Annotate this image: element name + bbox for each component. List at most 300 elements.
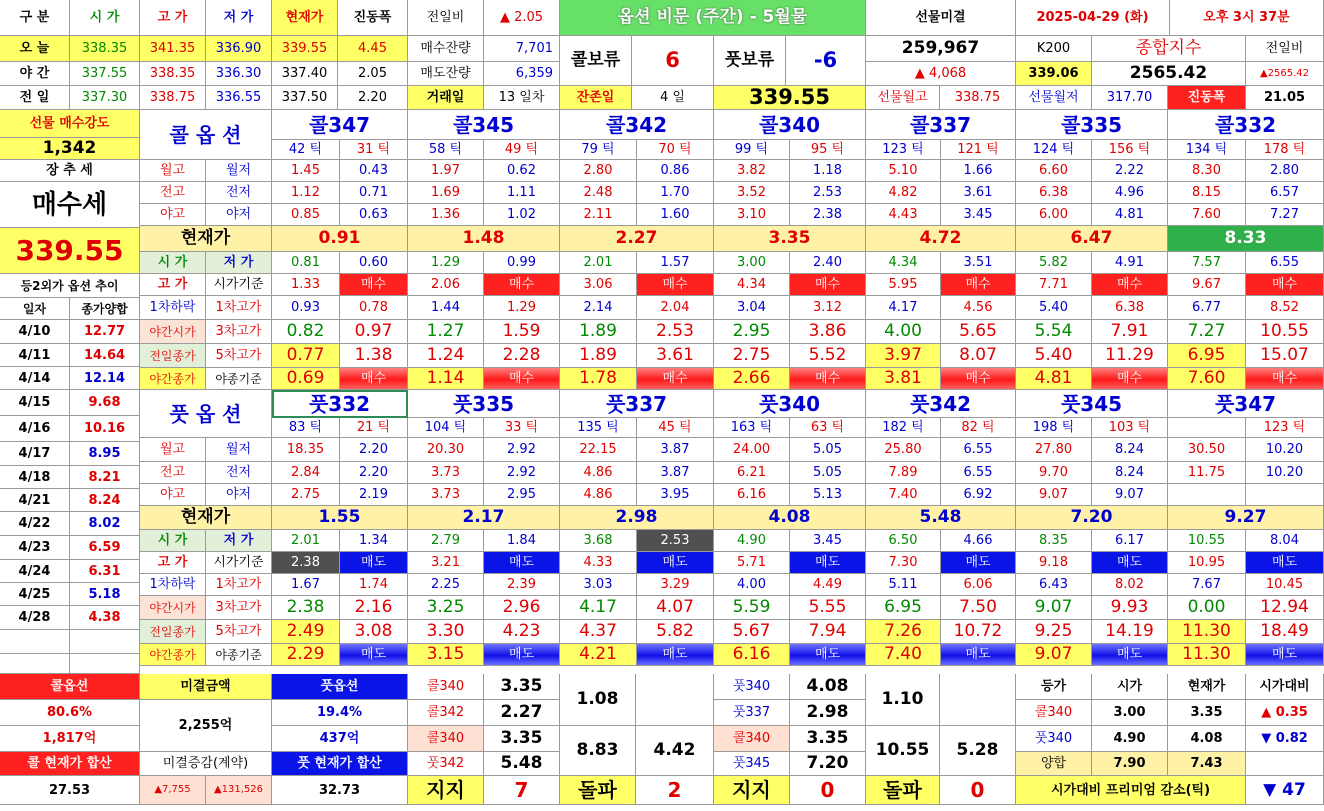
fut-row-cur: 339.55 <box>272 36 338 62</box>
hist-date: 4/10 <box>0 320 70 344</box>
oi-amt: 2,255억 <box>140 700 272 752</box>
pairB-value: 2.98 <box>790 700 866 726</box>
hist-empty <box>0 630 70 654</box>
puts-label-drop1: 1차하락 <box>140 574 206 596</box>
puts-low: 2.53 <box>637 530 714 552</box>
calls-r4a: 0.69 <box>272 368 340 390</box>
puts-open: 2.01 <box>272 530 340 552</box>
puts-r2a: 5.59 <box>714 596 790 620</box>
support-2-value: 0 <box>790 776 866 805</box>
puts-r2b: 5.55 <box>790 596 866 620</box>
calls-low: 4.91 <box>1092 252 1168 274</box>
ask-value: 6,359 <box>484 62 560 86</box>
puts-r3b: 5.82 <box>637 620 714 644</box>
oi-label: 선물미결 <box>866 0 1016 36</box>
hist-date: 4/23 <box>0 536 70 560</box>
put-bur-value: -6 <box>786 36 866 86</box>
kospi-value: 2565.42 <box>1092 62 1246 86</box>
puts-label-high: 고 가 <box>140 552 206 574</box>
calls-mh: 6.60 <box>1016 160 1092 182</box>
calls-mh: 5.10 <box>866 160 941 182</box>
month-high-value: 338.75 <box>940 86 1016 110</box>
ask-label: 매도잔량 <box>408 62 484 86</box>
calls-label-basis: 시가기준 <box>206 274 272 296</box>
oi-amt-label: 미결금액 <box>140 674 272 700</box>
pairA-name: 콜342 <box>408 700 484 726</box>
puts-r1a: 3.03 <box>560 574 637 596</box>
pairA-name: 콜340 <box>408 726 484 752</box>
board-title: 옵션 비문 (주간) - 5월물 <box>560 0 866 36</box>
puts-r4a: 2.29 <box>272 644 340 666</box>
puts-high: 4.33 <box>560 552 637 574</box>
calls-col-name: 콜342 <box>560 110 714 140</box>
puts-label-ph: 전고 <box>140 462 206 484</box>
calls-label-cur: 현재가 <box>140 226 272 252</box>
pairA-half: 4.42 <box>636 726 714 776</box>
hist-date: 4/14 <box>0 367 70 390</box>
calls-col-name: 콜347 <box>272 110 408 140</box>
calls-tick1: 99 틱 <box>714 140 790 160</box>
calls-pl: 6.57 <box>1246 182 1324 204</box>
puts-label-nopen: 야간시가 <box>140 596 206 620</box>
calls-r4a: 2.66 <box>714 368 790 390</box>
hist-value: 6.59 <box>70 536 140 560</box>
calls-cur: 1.48 <box>408 226 560 252</box>
puts-label-high1: 1차고가 <box>206 574 272 596</box>
puts-tick2: 21 틱 <box>340 418 408 438</box>
calls-label-high5: 5차고가 <box>206 344 272 368</box>
calls-r3b: 15.07 <box>1246 344 1324 368</box>
puts-tick2: 82 틱 <box>941 418 1016 438</box>
hist-value: 8.24 <box>70 489 140 512</box>
puts-nl: 9.07 <box>1092 484 1168 506</box>
calls-label-ml: 월저 <box>206 160 272 182</box>
calls-r3a: 1.89 <box>560 344 637 368</box>
right-cur: 4.08 <box>1168 726 1246 752</box>
oi-chg-label: 미결증감(계약) <box>140 752 272 776</box>
fut-row-high: 341.35 <box>140 36 206 62</box>
breakout-1-label: 돌파 <box>560 776 636 805</box>
calls-high: 7.71 <box>1016 274 1092 296</box>
bid-value: 7,701 <box>484 36 560 62</box>
calls-r2a: 0.82 <box>272 320 340 344</box>
calls-r4b-signal: 매수 <box>637 368 714 390</box>
calls-ml: 1.66 <box>941 160 1016 182</box>
calls-nh: 3.10 <box>714 204 790 226</box>
puts-mh: 20.30 <box>408 438 484 462</box>
calls-label-nbasis: 야종기준 <box>206 368 272 390</box>
hist-date: 4/21 <box>0 489 70 512</box>
puts-signal: 매도 <box>790 552 866 574</box>
puts-mh: 22.15 <box>560 438 637 462</box>
calls-nl: 7.27 <box>1246 204 1324 226</box>
fut-row-range: 2.20 <box>338 86 408 110</box>
right-name: 풋340 <box>1016 726 1092 752</box>
puts-pl: 2.20 <box>340 462 408 484</box>
hist-value: 12.14 <box>70 367 140 390</box>
fut-row-cur: 337.50 <box>272 86 338 110</box>
puts-tick2: 33 틱 <box>484 418 560 438</box>
hist-date: 4/17 <box>0 442 70 466</box>
calls-mh: 3.82 <box>714 160 790 182</box>
puts-label-ml: 월저 <box>206 438 272 462</box>
puts-r1a: 2.25 <box>408 574 484 596</box>
puts-pl: 8.24 <box>1092 462 1168 484</box>
calls-pl: 2.53 <box>790 182 866 204</box>
puts-ph: 9.70 <box>1016 462 1092 484</box>
calls-r4b-signal: 매수 <box>941 368 1016 390</box>
calls-low: 6.55 <box>1246 252 1324 274</box>
calls-open: 7.57 <box>1168 252 1246 274</box>
big-price: 339.55 <box>714 86 866 110</box>
calls-r4a: 1.78 <box>560 368 637 390</box>
hist-value: 8.21 <box>70 466 140 489</box>
calls-cur: 8.33 <box>1168 226 1324 252</box>
strength-value: 1,342 <box>0 138 140 160</box>
calls-pl: 1.70 <box>637 182 714 204</box>
calls-col-name: 콜345 <box>408 110 560 140</box>
put-pct: 19.4% <box>272 700 408 726</box>
pairA-sum: 8.83 <box>560 726 636 776</box>
puts-label-cur: 현재가 <box>140 506 272 530</box>
puts-r2b: 4.07 <box>637 596 714 620</box>
pairA-name: 풋342 <box>408 752 484 776</box>
calls-label-open: 시 가 <box>140 252 206 274</box>
puts-r2a: 2.38 <box>272 596 340 620</box>
pairA-name: 콜340 <box>408 674 484 700</box>
puts-r4b-signal: 매도 <box>484 644 560 666</box>
puts-r3b: 14.19 <box>1092 620 1168 644</box>
hist-value: 6.31 <box>70 560 140 583</box>
calls-r4b-signal: 매수 <box>484 368 560 390</box>
calls-open: 1.29 <box>408 252 484 274</box>
hist-value: 12.77 <box>70 320 140 344</box>
calls-high: 3.06 <box>560 274 637 296</box>
calls-open: 4.34 <box>866 252 941 274</box>
trend-label: 장 추 세 <box>0 160 140 182</box>
calls-high: 5.95 <box>866 274 941 296</box>
puts-open: 3.68 <box>560 530 637 552</box>
calls-r2a: 4.00 <box>866 320 941 344</box>
puts-signal: 매도 <box>1246 552 1324 574</box>
pairA-empty <box>636 674 714 726</box>
calls-nl: 1.02 <box>484 204 560 226</box>
puts-nh <box>1168 484 1246 506</box>
calls-r2b: 7.91 <box>1092 320 1168 344</box>
right-cur: 7.43 <box>1168 752 1246 776</box>
puts-signal: 매도 <box>941 552 1016 574</box>
calls-nl: 3.45 <box>941 204 1016 226</box>
puts-label-nclose: 야간종가 <box>140 644 206 666</box>
pairA-value: 5.48 <box>484 752 560 776</box>
calls-col-name: 콜340 <box>714 110 866 140</box>
bid-label: 매수잔량 <box>408 36 484 62</box>
calls-r3a: 3.97 <box>866 344 941 368</box>
hist-empty <box>70 654 140 674</box>
puts-r4a: 3.15 <box>408 644 484 666</box>
puts-nl: 3.95 <box>637 484 714 506</box>
calls-r3a: 5.40 <box>1016 344 1092 368</box>
calls-signal: 매수 <box>790 274 866 296</box>
puts-r2a: 9.07 <box>1016 596 1092 620</box>
calls-ml: 0.86 <box>637 160 714 182</box>
month-low-label: 선물월저 <box>1016 86 1092 110</box>
calls-col-name: 콜337 <box>866 110 1016 140</box>
puts-nh: 6.16 <box>714 484 790 506</box>
support-2-label: 지지 <box>714 776 790 805</box>
puts-label-high5: 5차고가 <box>206 620 272 644</box>
calls-tick1: 79 틱 <box>560 140 637 160</box>
right-head: 등가 <box>1016 674 1092 700</box>
calls-nh: 6.00 <box>1016 204 1092 226</box>
puts-nh: 4.86 <box>560 484 637 506</box>
calls-cur: 2.27 <box>560 226 714 252</box>
oi-chg-1: ▲7,755 <box>140 776 206 805</box>
puts-nl <box>1246 484 1324 506</box>
puts-label-nh: 야고 <box>140 484 206 506</box>
puts-pl: 6.55 <box>941 462 1016 484</box>
puts-r3b: 3.08 <box>340 620 408 644</box>
calls-label-nh: 야고 <box>140 204 206 226</box>
puts-cur: 2.17 <box>408 506 560 530</box>
calls-open: 0.81 <box>272 252 340 274</box>
calls-ml: 0.62 <box>484 160 560 182</box>
puts-nl: 5.13 <box>790 484 866 506</box>
calls-high: 2.06 <box>408 274 484 296</box>
call-pct: 80.6% <box>0 700 140 726</box>
breakout-2-value: 0 <box>940 776 1016 805</box>
calls-ph: 3.52 <box>714 182 790 204</box>
call-sum-label: 콜 현재가 합산 <box>0 752 140 776</box>
puts-ml: 2.92 <box>484 438 560 462</box>
calls-low: 1.57 <box>637 252 714 274</box>
k200-value: 339.06 <box>1016 62 1092 86</box>
call-bur-value: 6 <box>632 36 714 86</box>
puts-tick1: 83 틱 <box>272 418 340 438</box>
puts-r1b: 6.06 <box>941 574 1016 596</box>
calls-open: 2.01 <box>560 252 637 274</box>
calls-label-low: 저 가 <box>206 252 272 274</box>
puts-r2a: 0.00 <box>1168 596 1246 620</box>
calls-low: 2.40 <box>790 252 866 274</box>
oi-change: ▲ 4,068 <box>866 62 1016 86</box>
put-sum: 32.73 <box>272 776 408 805</box>
month-low-value: 317.70 <box>1092 86 1168 110</box>
swing-label: 진동폭 <box>1168 86 1246 110</box>
puts-r1a: 5.11 <box>866 574 941 596</box>
calls-r3b: 5.52 <box>790 344 866 368</box>
calls-r2a: 7.27 <box>1168 320 1246 344</box>
calls-label-high1: 1차고가 <box>206 296 272 320</box>
calls-ph: 1.69 <box>408 182 484 204</box>
support-1-value: 7 <box>484 776 560 805</box>
hist-value: 10.16 <box>70 416 140 442</box>
calls-r3b: 2.28 <box>484 344 560 368</box>
puts-r1a: 4.00 <box>714 574 790 596</box>
pairB-name: 콜340 <box>714 726 790 752</box>
puts-cur: 1.55 <box>272 506 408 530</box>
puts-r2b: 7.50 <box>941 596 1016 620</box>
puts-r1a: 1.67 <box>272 574 340 596</box>
puts-col-name: 풋335 <box>408 390 560 418</box>
calls-low: 0.60 <box>340 252 408 274</box>
fut-row-low: 336.55 <box>206 86 272 110</box>
puts-r1b: 2.39 <box>484 574 560 596</box>
puts-signal: 매도 <box>637 552 714 574</box>
puts-open: 10.55 <box>1168 530 1246 552</box>
puts-pl: 5.05 <box>790 462 866 484</box>
calls-label-nclose: 야간종가 <box>140 368 206 390</box>
puts-low: 4.66 <box>941 530 1016 552</box>
calls-label-pclose: 전일종가 <box>140 344 206 368</box>
calls-r3a: 6.95 <box>1168 344 1246 368</box>
pairA-ratio: 1.08 <box>560 674 636 726</box>
puts-r3b: 18.49 <box>1246 620 1324 644</box>
puts-tick2: 123 틱 <box>1246 418 1324 438</box>
puts-low: 1.84 <box>484 530 560 552</box>
right-name: 콜340 <box>1016 700 1092 726</box>
calls-r4a: 3.81 <box>866 368 941 390</box>
calls-r2b: 10.55 <box>1246 320 1324 344</box>
pairB-value: 3.35 <box>790 726 866 752</box>
puts-r2a: 3.25 <box>408 596 484 620</box>
puts-r1b: 10.45 <box>1246 574 1324 596</box>
puts-pl: 10.20 <box>1246 462 1324 484</box>
calls-r3b: 1.38 <box>340 344 408 368</box>
puts-label-basis: 시가기준 <box>206 552 272 574</box>
fut-row-open: 337.30 <box>70 86 140 110</box>
pairB-name: 풋345 <box>714 752 790 776</box>
call-bur-label: 콜보류 <box>560 36 632 86</box>
put-bur-label: 풋보류 <box>714 36 786 86</box>
calls-mh: 1.45 <box>272 160 340 182</box>
puts-nh: 9.07 <box>1016 484 1092 506</box>
calls-r4b-signal: 매수 <box>790 368 866 390</box>
puts-mh: 30.50 <box>1168 438 1246 462</box>
puts-label-nbasis: 야종기준 <box>206 644 272 666</box>
premium-label: 시가대비 프리미엄 감소(틱) <box>1016 776 1246 805</box>
calls-r2a: 1.89 <box>560 320 637 344</box>
kospi-label: 종합지수 <box>1092 36 1246 62</box>
trend-value: 매수세 <box>0 182 140 228</box>
puts-r3b: 7.94 <box>790 620 866 644</box>
pairA-value: 3.35 <box>484 726 560 752</box>
calls-r3b: 3.61 <box>637 344 714 368</box>
hist-title: 등2외가 옵션 추이 <box>0 274 140 298</box>
calls-r1b: 4.56 <box>941 296 1016 320</box>
calls-pl: 4.96 <box>1092 182 1168 204</box>
right-diff: ▲ 0.35 <box>1246 700 1324 726</box>
calls-signal: 매수 <box>340 274 408 296</box>
calls-r3a: 0.77 <box>272 344 340 368</box>
puts-col-name: 풋337 <box>560 390 714 418</box>
calls-r1a: 1.44 <box>408 296 484 320</box>
fut-row-high: 338.35 <box>140 62 206 86</box>
puts-tick2: 103 틱 <box>1092 418 1168 438</box>
right-head: 시가대비 <box>1246 674 1324 700</box>
prev-label: 전일비 <box>1246 36 1324 62</box>
puts-r3a: 7.26 <box>866 620 941 644</box>
calls-high: 1.33 <box>272 274 340 296</box>
puts-r2b: 12.94 <box>1246 596 1324 620</box>
calls-r1b: 6.38 <box>1092 296 1168 320</box>
puts-r3a: 2.49 <box>272 620 340 644</box>
put-sum-label: 풋 현재가 합산 <box>272 752 408 776</box>
hdr-cur: 현재가 <box>272 0 338 36</box>
puts-r2b: 9.93 <box>1092 596 1168 620</box>
puts-r1b: 1.74 <box>340 574 408 596</box>
calls-ph: 2.48 <box>560 182 637 204</box>
fut-row-label: 야 간 <box>0 62 70 86</box>
calls-tick2: 178 틱 <box>1246 140 1324 160</box>
hdr-low: 저 가 <box>206 0 272 36</box>
puts-r4a: 9.07 <box>1016 644 1092 666</box>
calls-ml: 1.18 <box>790 160 866 182</box>
right-diff <box>1246 752 1324 776</box>
puts-high: 2.38 <box>272 552 340 574</box>
fut-row-high: 338.75 <box>140 86 206 110</box>
calls-label-pl: 전저 <box>206 182 272 204</box>
calls-nl: 4.81 <box>1092 204 1168 226</box>
puts-ml: 6.55 <box>941 438 1016 462</box>
calls-col-name: 콜332 <box>1168 110 1324 140</box>
hdr-high: 고 가 <box>140 0 206 36</box>
calls-r1a: 0.93 <box>272 296 340 320</box>
hist-empty <box>70 630 140 654</box>
calls-r1b: 3.12 <box>790 296 866 320</box>
calls-col-name: 콜335 <box>1016 110 1168 140</box>
calls-ml: 2.80 <box>1246 160 1324 182</box>
calls-tick1: 124 틱 <box>1016 140 1092 160</box>
fut-row-range: 2.05 <box>338 62 408 86</box>
pairA-value: 2.27 <box>484 700 560 726</box>
calls-cur: 3.35 <box>714 226 866 252</box>
right-head: 현재가 <box>1168 674 1246 700</box>
fut-row-low: 336.90 <box>206 36 272 62</box>
pairB-value: 7.20 <box>790 752 866 776</box>
puts-nl: 6.92 <box>941 484 1016 506</box>
calls-label-ph: 전고 <box>140 182 206 204</box>
right-diff: ▼ 0.82 <box>1246 726 1324 752</box>
calls-nh: 1.36 <box>408 204 484 226</box>
puts-low: 3.45 <box>790 530 866 552</box>
calls-r2b: 3.86 <box>790 320 866 344</box>
pairB-name: 풋340 <box>714 674 790 700</box>
calls-r4a: 7.60 <box>1168 368 1246 390</box>
puts-mh: 27.80 <box>1016 438 1092 462</box>
puts-r1b: 4.49 <box>790 574 866 596</box>
puts-r4b-signal: 매도 <box>941 644 1016 666</box>
puts-r4b-signal: 매도 <box>790 644 866 666</box>
puts-nh: 2.75 <box>272 484 340 506</box>
puts-low: 1.34 <box>340 530 408 552</box>
calls-signal: 매수 <box>484 274 560 296</box>
calls-cur: 4.72 <box>866 226 1016 252</box>
puts-r3b: 4.23 <box>484 620 560 644</box>
call-sum: 27.53 <box>0 776 140 805</box>
puts-r4b-signal: 매도 <box>1246 644 1324 666</box>
puts-open: 8.35 <box>1016 530 1092 552</box>
hist-head-date: 일자 <box>0 298 70 320</box>
calls-ph: 6.38 <box>1016 182 1092 204</box>
calls-tick1: 134 틱 <box>1168 140 1246 160</box>
puts-high: 5.71 <box>714 552 790 574</box>
puts-ph: 4.86 <box>560 462 637 484</box>
hdr-gubun: 구 분 <box>0 0 70 36</box>
hdr-prev-cmp-value: ▲ 2.05 <box>484 0 560 36</box>
puts-ph: 3.73 <box>408 462 484 484</box>
calls-signal: 매수 <box>941 274 1016 296</box>
